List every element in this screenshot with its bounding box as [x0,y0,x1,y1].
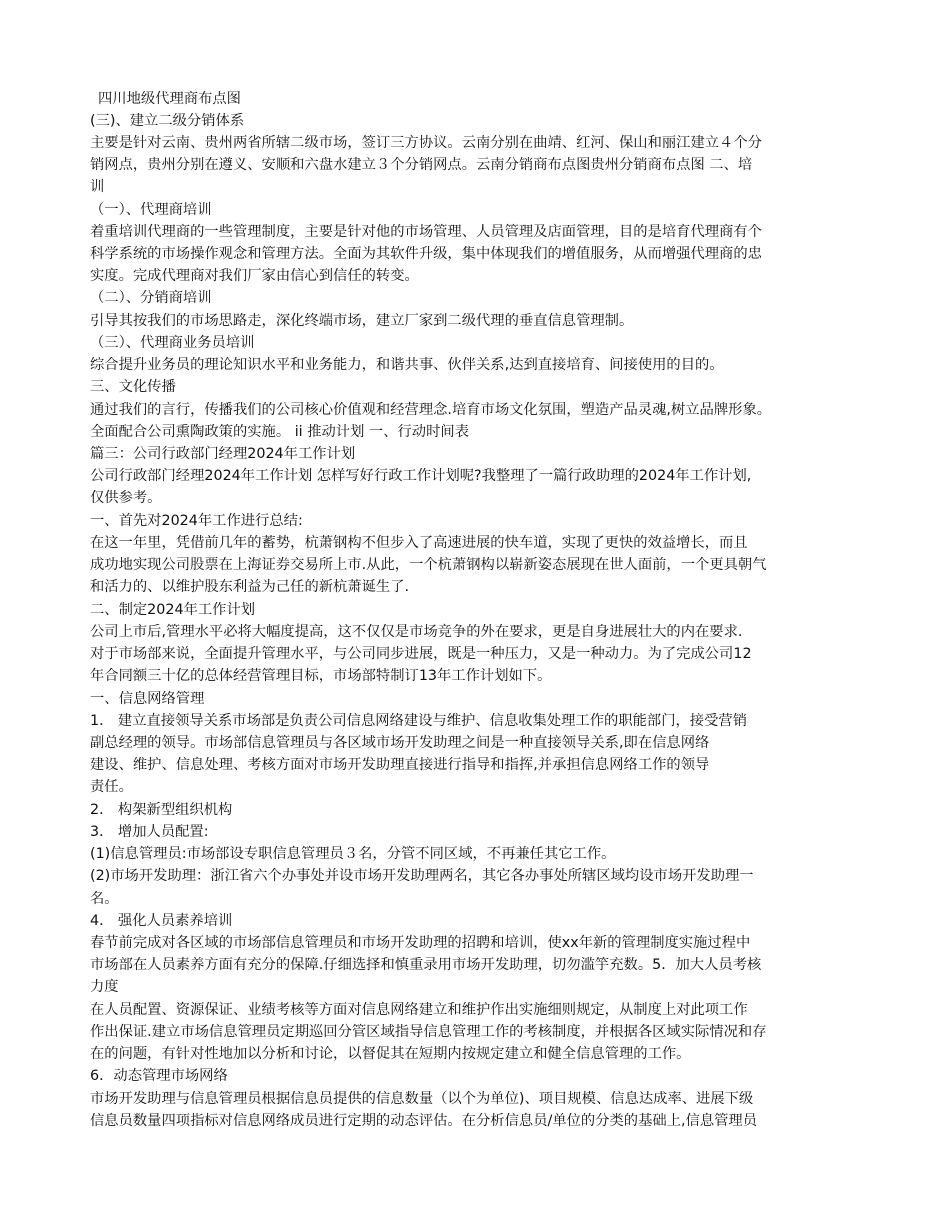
text-line: （二）、分销商培训 [90,290,212,306]
text-line: 主要是针对云南、贵州两省所辖二级市场，签订三方协议。云南分别在曲靖、红河、保山和丽江建立４个分 [90,135,762,151]
text-line: 市场开发助理与信息管理员根据信息员提供的信息数量（以个为单位)、项目规模、信息达成率、进展下级 [90,1091,754,1107]
text-line: 对于市场部来说，全面提升管理水平，与公司同步进展，既是一种压力，又是一种动力。为了完成公司12 [90,646,752,662]
text-line: 二、制定2024年工作计划 [90,602,256,618]
text-line: 和活力的、以维护股东利益为己任的新杭萧诞生了. [90,579,410,595]
text-line: 副总经理的领导。市场部信息管理员与各区域市场开发助理之间是一种直接领导关系,即在信息网络 [90,735,710,751]
text-line: (三)、建立二级分销体系 [90,113,245,129]
text-line: 综合提升业务员的理论知识水平和业务能力，和谐共事、伙伴关系,达到直接培育、间接使用的目的。 [90,357,724,373]
text-line: 2． 构架新型组织机构 [90,802,233,818]
text-line: 市场部在人员素养方面有充分的保障.仔细选择和慎重录用市场开发助理，切勿滥竽充数。5．加大人员考核 [90,957,762,973]
text-line: （三）、代理商业务员培训 [90,335,255,351]
text-line: 6．动态管理市场网络 [90,1068,228,1084]
text-line: 责任。 [90,779,133,795]
text-line: 力度 [90,979,119,995]
text-line: 引导其按我们的市场思路走，深化终端市场，建立厂家到二级代理的垂直信息管理制。 [90,313,634,329]
text-line: 在人员配置、资源保证、业绩考核等方面对信息网络建立和维护作出实施细则规定，从制度上对此项工作 [90,1002,748,1018]
text-line: (1)信息管理员:市场部设专职信息管理员３名，分管不同区域，不再兼任其它工作。 [90,846,616,862]
text-line: 作出保证.建立市场信息管理员定期巡回分管区域指导信息管理工作的考核制度，并根据各区域实际情况和存 [90,1024,767,1040]
text-line: 4． 强化人员素养培训 [90,913,233,929]
text-line: 四川地级代理商布点图 [98,91,241,107]
text-line: 一、首先对2024年工作进行总结: [90,513,303,529]
text-line: 在这一年里，凭借前几年的蓄势，杭萧钢构不但步入了高速进展的快车道，实现了更快的效益增长，而且 [90,535,748,551]
text-line: 春节前完成对各区域的市场部信息管理员和市场开发助理的招聘和培训，使xx年新的管理制度实施过程中 [90,935,751,951]
text-line: 3． 增加人员配置: [90,824,209,840]
text-line: 着重培训代理商的一些管理制度，主要是针对他的市场管理、人员管理及店面管理，目的是培育代理商有个 [90,224,762,240]
text-line: 成功地实现公司股票在上海证券交易所上市.从此，一个杭萧钢构以崭新姿态展现在世人面前，一个更具朝气 [90,557,767,573]
text-line: 三、文化传播 [90,379,176,395]
text-line: 年合同额三十亿的总体经营管理目标，市场部特制订13年工作计划如下。 [90,668,552,684]
text-line: 仅供参考。 [90,490,162,506]
text-line: 实度。完成代理商对我们厂家由信心到信任的转变。 [90,268,419,284]
text-line: 通过我们的言行，传播我们的公司核心价值观和经营理念.培育市场文化氛围，塑造产品灵魂,树立品牌形象。 [90,402,772,418]
text-line: 全面配合公司熏陶政策的实施。 ii 推动计划 一、行动时间表 [90,424,469,440]
text-line: 1． 建立直接领导关系市场部是负责公司信息网络建设与维护、信息收集处理工作的职能部门，接受营销 [90,713,747,729]
text-line: 一、信息网络管理 [90,691,205,707]
text-line: 建设、维护、信息处理、考核方面对市场开发助理直接进行指导和指挥,并承担信息网络工作的领导 [90,757,710,773]
text-line: 篇三：公司行政部门经理2024年工作计划 [90,446,356,462]
text-line: 销网点，贵州分别在遵义、安顺和六盘水建立３个分销网点。云南分销商布点图贵州分销商布点图 二、培 [90,157,753,173]
text-line: 公司行政部门经理2024年工作计划 怎样写好行政工作计划呢?我整理了一篇行政助理的2024年工作计划, [90,468,752,484]
text-line: 在的问题，有针对性地加以分析和讨论，以督促其在短期内按规定建立和健全信息管理的工作。 [90,1046,691,1062]
text-line: （一）、代理商培训 [90,202,212,218]
text-line: 公司上市后,管理水平必将大幅度提高，这不仅仅是市场竞争的外在要求，更是自身进展壮大的内在要求. [90,624,743,640]
text-line: 科学系统的市场操作观念和管理方法。全面为其软件升级，集中体现我们的增值服务，从而增强代理商的忠 [90,246,762,262]
text-line: (2)市场开发助理：浙江省六个办事处并设市场开发助理两名，其它各办事处所辖区域均设市场开发助理一 [90,868,754,884]
text-line: 名。 [90,891,119,907]
text-line: 训 [90,179,105,195]
text-line: 信息员数量四项指标对信息网络成员进行定期的动态评估。在分析信息员/单位的分类的基础上,信息管理员 [90,1113,758,1129]
